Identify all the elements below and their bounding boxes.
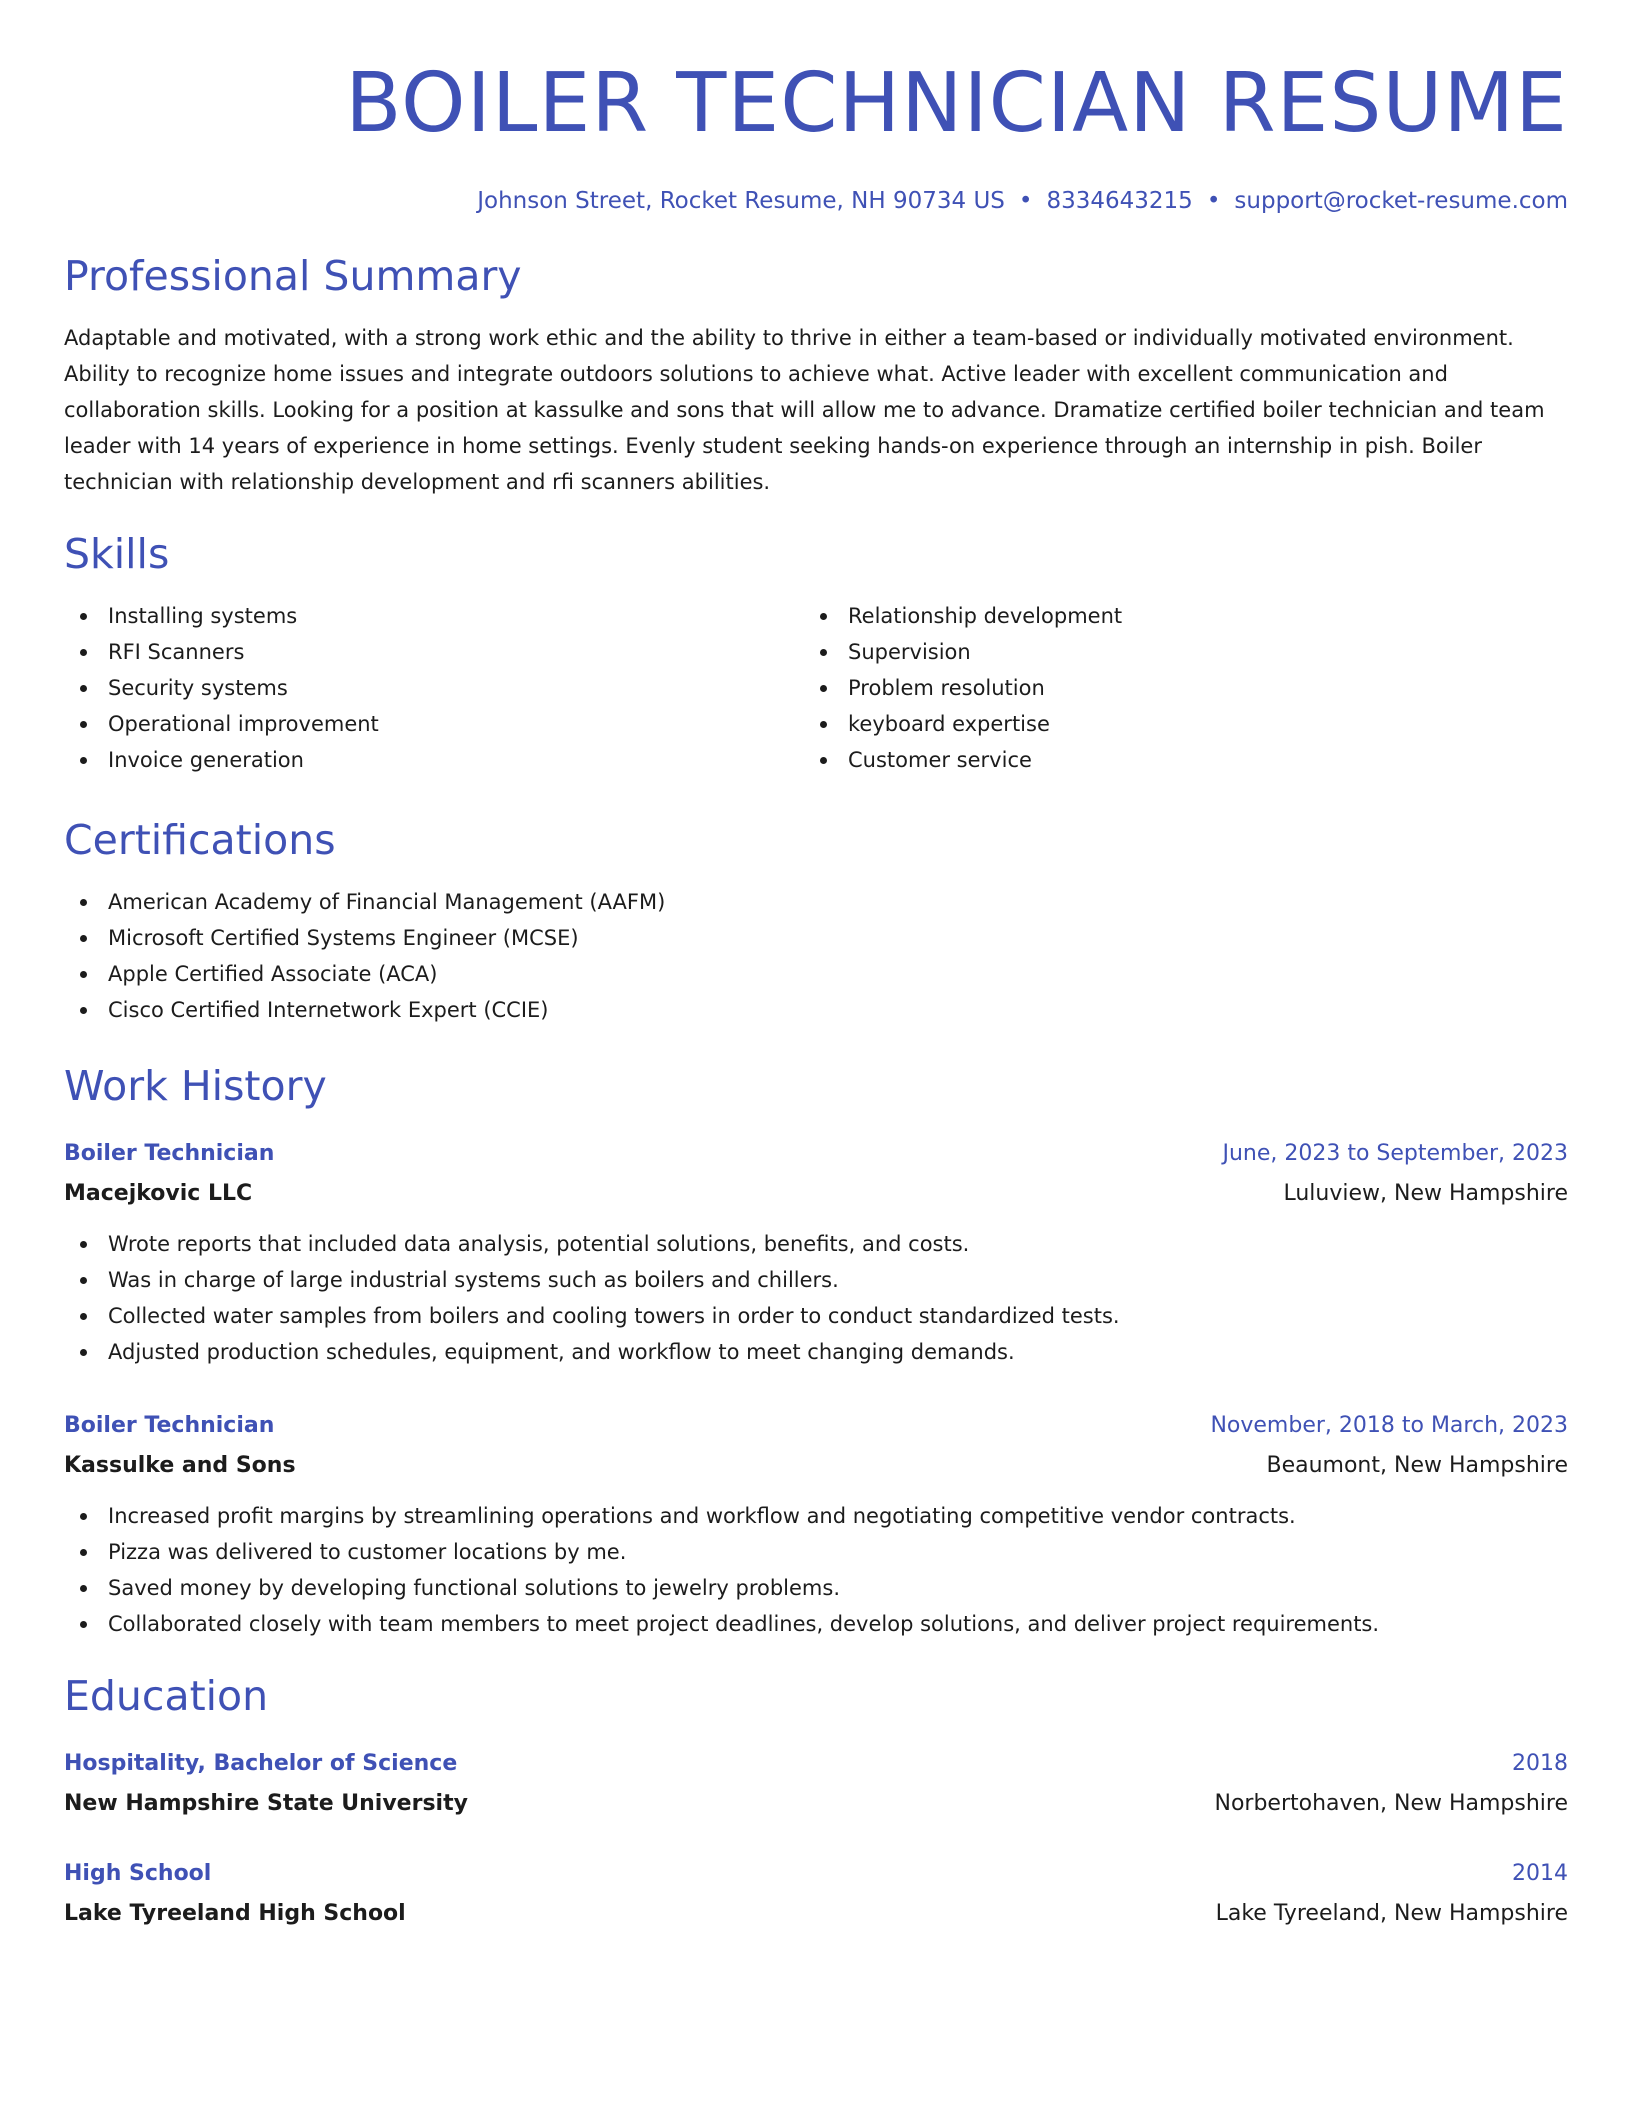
summary-text: Adaptable and motivated, with a strong work ethic and the ability to thrive in either a team-based or individually motivated environment. Ability to recognize home issues and integrate outdoors solutions to achieve what. Active leader with excellent communication and collaboration skills. Looking for a position at kassulke and sons that will allow me to advance. Dramatize certified boiler technician and team leader with 14 years of experience in home settings. Evenly student seeking hands-on experience through an internship in pish. Boiler technician with relationship development and rfi scanners abilities.	[64, 326, 1545, 494]
certifications-heading: Certifications	[64, 816, 336, 864]
job-entry	[64, 1134, 1568, 1370]
education-entry	[64, 1744, 1568, 1824]
job-entry	[64, 1406, 1568, 1642]
education-year: 2018	[1512, 1751, 1568, 1776]
skill-item: Installing systems	[64, 598, 804, 634]
contact-line	[64, 186, 1568, 216]
job-company-row	[64, 1446, 1568, 1486]
education-school: New Hampshire State University	[64, 1791, 468, 1816]
skills-list-right	[804, 598, 1544, 778]
summary-heading: Professional Summary	[64, 252, 522, 300]
certifications-section	[64, 814, 1568, 1028]
skills-section	[64, 528, 1568, 778]
job-bullet: Saved money by developing functional solutions to jewelry problems.	[64, 1570, 1568, 1606]
education-school: Lake Tyreeland High School	[64, 1901, 406, 1926]
job-company: Kassulke and Sons	[64, 1453, 296, 1478]
skill-item: Supervision	[804, 634, 1544, 670]
certification-item: Cisco Certified Internetwork Expert (CCIE)	[64, 992, 1568, 1028]
job-header-row	[64, 1406, 1568, 1446]
education-header-row	[64, 1854, 1568, 1894]
job-bullet: Adjusted production schedules, equipment, and workflow to meet changing demands.	[64, 1334, 1568, 1370]
contact-separator: •	[1206, 188, 1221, 214]
job-bullet: Was in charge of large industrial systems such as boilers and chillers.	[64, 1262, 1568, 1298]
certifications-list	[64, 884, 1568, 1028]
job-location: Beaumont, New Hampshire	[1266, 1453, 1568, 1478]
job-bullets	[64, 1226, 1568, 1370]
job-bullet: Collaborated closely with team members to meet project deadlines, develop solutions, and deliver project requirements.	[64, 1606, 1568, 1642]
skill-item: RFI Scanners	[64, 634, 804, 670]
job-bullet: Pizza was delivered to customer locations by me.	[64, 1534, 1568, 1570]
education-location: Lake Tyreeland, New Hampshire	[1215, 1901, 1568, 1926]
skill-item: Problem resolution	[804, 670, 1544, 706]
skill-item: Security systems	[64, 670, 804, 706]
resume-header	[64, 0, 1568, 216]
job-dates: November, 2018 to March, 2023	[1210, 1413, 1568, 1438]
education-header-row	[64, 1744, 1568, 1784]
contact-phone: 8334643215	[1046, 188, 1193, 214]
job-bullet: Collected water samples from boilers and cooling towers in order to conduct standardized tests.	[64, 1298, 1568, 1334]
education-section	[64, 1670, 1568, 1934]
work-history-section	[64, 1060, 1568, 1642]
contact-separator: •	[1018, 188, 1033, 214]
education-year: 2014	[1512, 1861, 1568, 1886]
education-heading: Education	[64, 1672, 269, 1720]
skills-grid	[64, 598, 1568, 778]
contact-address: Johnson Street, Rocket Resume, NH 90734 US	[477, 188, 1005, 214]
certification-item: Microsoft Certified Systems Engineer (MCSE)	[64, 920, 1568, 956]
education-school-row	[64, 1894, 1568, 1934]
education-degree: High School	[64, 1861, 212, 1886]
contact-email: support@rocket-resume.com	[1234, 188, 1568, 214]
education-school-row	[64, 1784, 1568, 1824]
job-header-row	[64, 1134, 1568, 1174]
skill-item: Invoice generation	[64, 742, 804, 778]
skill-item: Customer service	[804, 742, 1544, 778]
certification-item: Apple Certified Associate (ACA)	[64, 956, 1568, 992]
skill-item: Operational improvement	[64, 706, 804, 742]
resume-title: BOILER TECHNICIAN RESUME	[345, 56, 1568, 151]
skill-item: Relationship development	[804, 598, 1544, 634]
education-entry	[64, 1854, 1568, 1934]
skill-item: keyboard expertise	[804, 706, 1544, 742]
job-dates: June, 2023 to September, 2023	[1222, 1141, 1568, 1166]
skills-list-left	[64, 598, 804, 778]
education-location: Norbertohaven, New Hampshire	[1214, 1791, 1568, 1816]
job-location: Luluview, New Hampshire	[1283, 1181, 1568, 1206]
job-role: Boiler Technician	[64, 1141, 275, 1166]
job-bullet: Wrote reports that included data analysis, potential solutions, benefits, and costs.	[64, 1226, 1568, 1262]
job-role: Boiler Technician	[64, 1413, 275, 1438]
education-degree: Hospitality, Bachelor of Science	[64, 1751, 458, 1776]
summary-section	[64, 250, 1568, 500]
job-company: Macejkovic LLC	[64, 1181, 253, 1206]
job-bullets	[64, 1498, 1568, 1642]
work-history-heading: Work History	[64, 1062, 327, 1110]
job-company-row	[64, 1174, 1568, 1214]
job-bullet: Increased profit margins by streamlining operations and workflow and negotiating competitive vendor contracts.	[64, 1498, 1568, 1534]
certification-item: American Academy of Financial Management (AAFM)	[64, 884, 1568, 920]
skills-heading: Skills	[64, 530, 170, 578]
